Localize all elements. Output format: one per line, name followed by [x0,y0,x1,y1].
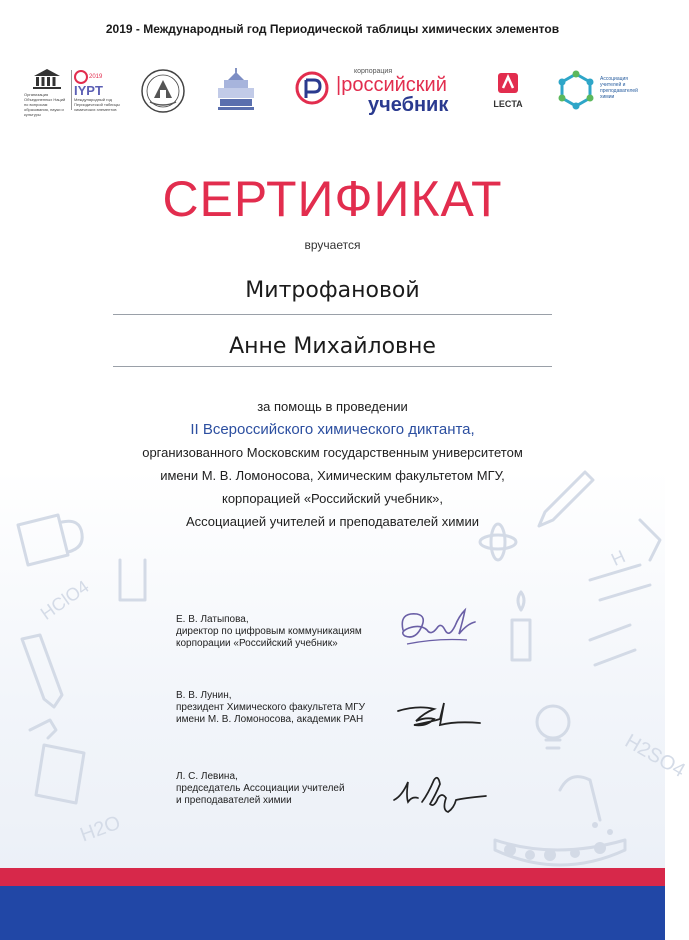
signature-3 [388,768,498,823]
ru-textbook-kicker: корпорация [354,68,393,75]
body-line-3: организованного Московским государственным университетом [142,445,523,460]
body-line-6: Ассоциацией учителей и преподавателей химии [185,514,480,529]
partner-logos [0,62,665,122]
signatory-3-role2: и преподавателей химии [176,795,292,806]
decor-formula-h: H [608,546,629,570]
decor-formula-h2o: H2O [77,811,124,847]
ru-textbook-line2: учебник [368,94,449,116]
certificate-body [80,395,585,533]
body-event: II Всероссийского химического диктанта, [190,421,475,438]
footer-bar-blue [0,886,665,940]
chem-faculty-icon [214,66,258,114]
body-line-5: корпорацией «Российский учебник», [221,491,443,506]
iypt-circle-icon [74,70,88,84]
unesco-caption: Организация Объединенных Наций по вопросам образования, науки и культуры [24,92,66,117]
decor-formula-h2so4: H2SO4 [621,730,689,782]
ru-textbook-wordmark [336,68,476,115]
signatory-2-role1: президент Химического факультета МГУ [176,702,365,713]
lecta-text: LECTA [493,99,523,109]
iypt-caption: Международный год Периодической таблицы химических элементов [74,97,120,112]
signatory-2-role2: имени М. В. Ломоносова, академик РАН [176,714,364,725]
ru-textbook-divider: | [336,74,342,96]
recipient-given-names: Анне Михайловне [229,334,436,359]
teachers-assoc-caption: Ассоциация учителей и преподавателей химии [600,76,638,100]
unesco-logo [24,68,70,117]
lecta-triangle-icon [497,72,519,94]
teachers-assoc-icon [556,70,596,110]
ru-textbook-icon [294,70,330,106]
awarded-to-label: вручается [304,238,361,252]
signatory-2 [176,690,391,726]
msu-crest-icon [140,68,186,114]
iypt-year: 2019 [89,74,103,80]
surname-underline [113,314,552,315]
signatory-1-role1: директор по цифровым коммуникациям [176,626,362,637]
body-line-4: имени М. В. Ломоносова, Химическим факультетом МГУ, [160,468,505,483]
given-names-underline [113,366,552,367]
signature-2 [390,695,490,735]
signatory-3 [176,771,391,807]
iypt-mark: IYPT [74,83,103,98]
body-line-1: за помощь в проведении [257,399,408,414]
unesco-temple-icon [32,68,62,90]
signatory-1 [176,614,391,650]
signatory-1-name: Е. В. Латыпова, [176,614,249,625]
signatory-2-name: В. В. Лунин, [176,690,232,701]
footer-bar-red [0,868,665,886]
signatory-1-role2: корпорации «Российский учебник» [176,638,338,649]
recipient-surname: Митрофановой [245,278,420,303]
signatory-3-role1: председатель Ассоциации учителей [176,783,345,794]
lecta-logo [492,72,524,109]
signatory-3-name: Л. С. Левина, [176,771,238,782]
logo-divider [71,70,72,110]
signature-1 [395,600,480,660]
ru-textbook-line1: российский [341,74,447,96]
header-title: 2019 - Международный год Периодической таблицы химических элементов [105,22,560,36]
certificate-title: СЕРТИФИКАТ [162,171,503,227]
decor-formula-hclo4: HClO4 [36,576,93,624]
iypt-logo [74,70,120,112]
